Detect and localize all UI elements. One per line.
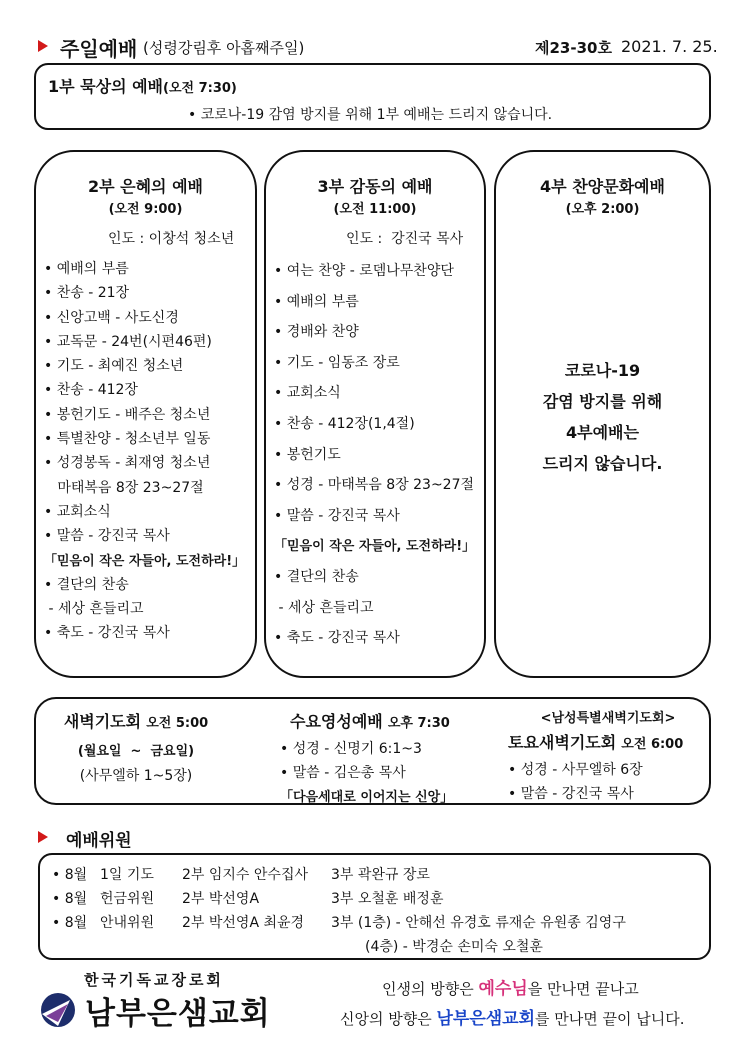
wednesday-title: 수요영성예배 <box>290 712 383 731</box>
committee-cell: 3부 곽완규 장로 <box>331 867 430 883</box>
list-item: • 찬송 - 21장 <box>44 285 130 302</box>
list-item: • 교독문 - 24번(시편46편) <box>44 333 212 350</box>
list-item: • 축도 - 강진국 목사 <box>274 630 400 647</box>
committee-cell: • 8월 <box>52 915 88 931</box>
service4-notice <box>496 355 709 479</box>
committee-cell: • 8월 <box>52 891 88 907</box>
list-item: • 예배의 부름 <box>274 293 359 310</box>
committee-cell: 2부 임지수 안수집사 <box>182 867 308 883</box>
dawn-text: (사무엘하 1~5장) <box>79 768 193 784</box>
service3-title: 3부 감동의 예배 <box>317 177 433 196</box>
list-item: • 결단의 찬송 <box>274 568 359 585</box>
page-subtitle: (성령강림후 아홉째주일) <box>143 39 305 57</box>
bullet-triangle-icon <box>38 40 48 52</box>
list-item: • 성경 - 마태복음 8장 23~27절 <box>274 477 475 494</box>
footer-text: 를 만나면 끝이 납니다. <box>535 1010 685 1028</box>
notice-line: 4부예배는 <box>566 423 639 442</box>
list-item: • 여는 찬양 - 로뎀나무찬양단 <box>274 263 454 279</box>
list-item: • 성경봉독 - 최재영 청소년 <box>44 455 211 472</box>
notice-line: 드리지 않습니다. <box>542 454 663 473</box>
list-item: • 성경 - 신명기 6:1~3 <box>280 741 422 757</box>
service2-title: 2부 은혜의 예배 <box>87 177 203 196</box>
service3-leader: 인도 : 강진국 목사 <box>346 231 464 247</box>
sermon-title: 「믿음이 작은 자들아, 도전하라!」 <box>274 539 476 555</box>
list-item: • 찬송 - 412장 <box>44 382 138 399</box>
service3-box <box>264 150 486 678</box>
page-title: 주일예배 <box>60 37 138 61</box>
footer-highlight: 남부은샘교회 <box>436 1009 536 1029</box>
committee-cell: (4층) - 박경순 손미숙 오철훈 <box>365 939 543 955</box>
dawn-days: (월요일 ~ 금요일) <box>77 744 195 759</box>
list-item: • 예배의 부름 <box>44 261 129 277</box>
footer-line-1 <box>382 974 639 999</box>
issue-number: 제23-30호 <box>535 39 612 57</box>
denomination-name: 한국기독교장로회 <box>84 971 224 989</box>
committee-title: 예배위원 <box>66 831 132 851</box>
service2-order-list <box>44 258 245 647</box>
list-item: • 특별찬양 - 청소년부 일동 <box>44 431 211 448</box>
footer-text: 신앙의 방향은 <box>340 1010 437 1028</box>
committee-cell: 3부 오철훈 배정훈 <box>331 891 444 907</box>
saturday-prayer <box>508 707 708 803</box>
list-item: • 성경 - 사무엘하 6장 <box>508 762 643 778</box>
list-item: • 찬송 - 412장(1,4절) <box>274 415 415 432</box>
list-item: • 말씀 - 강진국 목사 <box>44 528 170 545</box>
footer-text: 인생의 방향은 <box>382 980 479 998</box>
footer-highlight: 예수님 <box>478 979 528 999</box>
list-item: - 세상 흔들리고 <box>44 601 144 618</box>
list-item: • 말씀 - 강진국 목사 <box>274 507 400 524</box>
committee-cell: 3부 (1층) - 안해선 유경호 류재순 유원종 김영구 <box>331 915 626 931</box>
weekday-services-box <box>34 697 711 805</box>
wednesday-sermon: 「다음세대로 이어지는 신앙」 <box>280 790 454 805</box>
service2-time: (오전 9:00) <box>108 202 183 217</box>
saturday-label: <남성특별새벽기도회> <box>540 711 676 726</box>
committee-cell: 2부 박선영A <box>182 891 260 907</box>
list-item: • 말씀 - 김은총 목사 <box>280 765 406 781</box>
service4-title: 4부 찬양문화예배 <box>540 177 665 196</box>
service2-box <box>34 150 257 678</box>
bullet-triangle-icon <box>38 831 48 843</box>
notice-line: 코로나-19 <box>564 361 641 380</box>
footer-line-2 <box>340 1004 685 1029</box>
service1-title: 1부 묵상의 예배 <box>48 77 164 96</box>
list-item: - 세상 흔들리고 <box>274 599 374 616</box>
list-item: • 교회소식 <box>44 503 111 520</box>
list-item: • 신앙고백 - 사도신경 <box>44 309 179 326</box>
dawn-title: 새벽기도회 <box>63 712 142 731</box>
service2-leader: 인도 : 이창석 청소년 <box>108 231 235 247</box>
notice-line: 감염 방지를 위해 <box>542 392 663 411</box>
footer-text: 을 만나면 끝나고 <box>527 980 639 998</box>
service3-time: (오전 11:00) <box>333 202 417 217</box>
list-item: • 봉헌기도 <box>274 446 341 463</box>
list-item: • 말씀 - 강진국 목사 <box>508 786 634 802</box>
committee-cell: 헌금위원 <box>100 891 155 907</box>
saturday-title: 토요새벽기도회 <box>508 733 617 752</box>
church-name: 남부은샘교회 <box>85 996 271 1032</box>
service1-box <box>34 63 711 130</box>
dawn-time: 오전 5:00 <box>146 716 209 731</box>
committee-cell: 2부 박선영A 최윤경 <box>182 915 305 931</box>
service3-order-list <box>274 260 475 658</box>
list-item: • 교회소식 <box>274 385 341 402</box>
service4-time: (오후 2:00) <box>565 202 640 217</box>
service1-note: • 코로나-19 감염 방지를 위해 1부 예배는 드리지 않습니다. <box>188 107 553 123</box>
sermon-title: 「믿음이 작은 자들아, 도전하라!」 <box>44 553 246 569</box>
committee-cell: • 8월 <box>52 867 88 883</box>
list-item: 마태복음 8장 23~27절 <box>44 479 204 496</box>
committee-cell: 1일 기도 <box>100 867 154 883</box>
issue-date: 2021. 7. 25. <box>621 37 718 56</box>
dawn-prayer <box>36 709 236 785</box>
service1-time: (오전 7:30) <box>163 81 237 96</box>
list-item: • 축도 - 강진국 목사 <box>44 625 170 642</box>
list-item: • 봉헌기도 - 배주은 청소년 <box>44 406 211 423</box>
wednesday-time: 오후 7:30 <box>387 716 450 731</box>
committee-box <box>38 853 711 960</box>
list-item: • 기도 - 최예진 청소년 <box>44 358 184 375</box>
service4-box <box>494 150 711 678</box>
church-logo-icon <box>40 992 76 1028</box>
list-item: • 기도 - 임동조 장로 <box>274 354 400 371</box>
list-item: • 결단의 찬송 <box>44 576 129 593</box>
committee-cell: 안내위원 <box>100 915 155 931</box>
wednesday-service <box>280 709 500 805</box>
list-item: • 경배와 찬양 <box>274 324 359 341</box>
saturday-time: 오전 6:00 <box>621 737 684 752</box>
